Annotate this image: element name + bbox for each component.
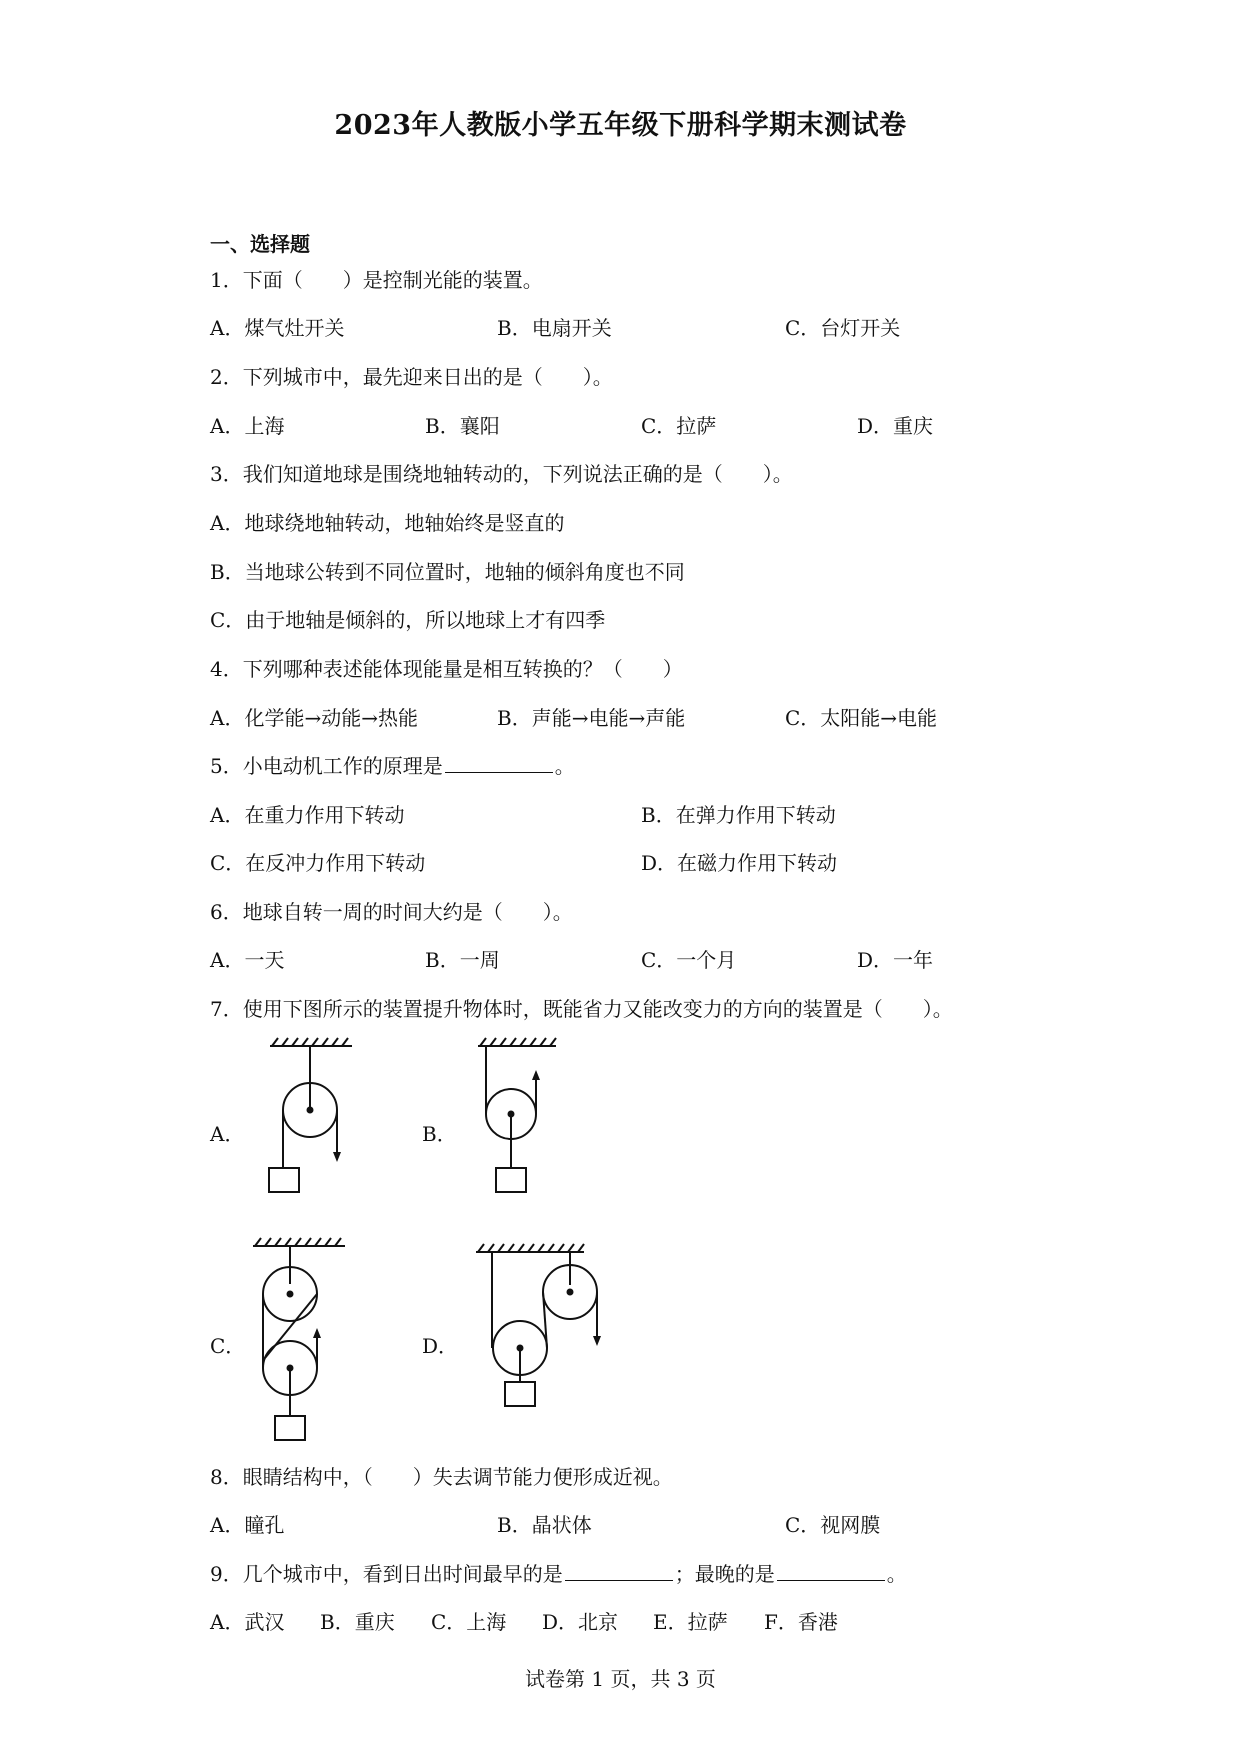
q9-earliest-blank[interactable]: [565, 1560, 673, 1581]
q2-option-d[interactable]: D．重庆: [857, 414, 934, 438]
pulley-diagram-b: [468, 1036, 568, 1202]
q5-stem-text: 5．小电动机工作的原理是: [210, 754, 443, 778]
q4-option-c[interactable]: C．太阳能→电能: [785, 706, 938, 730]
q9-option-e[interactable]: E．拉萨: [653, 1610, 728, 1634]
pulley-diagram-c: [245, 1236, 355, 1448]
q4-option-a[interactable]: A．化学能→动能→热能: [210, 706, 418, 730]
q5-option-b[interactable]: B．在弹力作用下转动: [641, 803, 836, 827]
q6-option-a[interactable]: A．一天: [210, 948, 285, 972]
q9-latest-blank[interactable]: [777, 1560, 885, 1581]
question-1-stem: 1．下面（ ）是控制光能的装置。: [210, 268, 543, 292]
q9-stem-end: 。: [886, 1562, 907, 1586]
page-footer: 试卷第 1 页，共 3 页: [525, 1667, 716, 1691]
q6-option-c[interactable]: C．一个月: [641, 948, 737, 972]
question-4-stem: 4．下列哪种表述能体现能量是相互转换的？（ ）: [210, 657, 683, 681]
q7-option-c[interactable]: C．: [210, 1334, 246, 1358]
q7-option-b[interactable]: B．: [422, 1122, 457, 1146]
q7-option-a[interactable]: A．: [210, 1122, 245, 1146]
q9-option-f[interactable]: F．香港: [764, 1610, 838, 1634]
q5-answer-blank[interactable]: [445, 752, 553, 773]
question-5-stem: [210, 752, 575, 780]
q3-option-b[interactable]: B．当地球公转到不同位置时，地轴的倾斜角度也不同: [210, 560, 685, 584]
q1-option-c[interactable]: C．台灯开关: [785, 316, 901, 340]
q8-option-a[interactable]: A．瞳孔: [210, 1513, 285, 1537]
q5-option-d[interactable]: D．在磁力作用下转动: [641, 851, 838, 875]
q1-option-b[interactable]: B．电扇开关: [497, 316, 612, 340]
q5-option-c[interactable]: C．在反冲力作用下转动: [210, 851, 426, 875]
q2-option-b[interactable]: B．襄阳: [425, 414, 500, 438]
question-2-stem: 2．下列城市中，最先迎来日出的是（ ）。: [210, 365, 613, 389]
q9-option-d[interactable]: D．北京: [542, 1610, 619, 1634]
question-9-stem: [210, 1560, 907, 1588]
question-6-stem: 6．地球自转一周的时间大约是（ ）。: [210, 900, 573, 924]
q9-option-a[interactable]: A．武汉: [210, 1610, 285, 1634]
q5-option-a[interactable]: A．在重力作用下转动: [210, 803, 405, 827]
q9-option-b[interactable]: B．重庆: [320, 1610, 395, 1634]
question-7-stem: 7．使用下图所示的装置提升物体时，既能省力又能改变力的方向的装置是（ ）。: [210, 997, 953, 1021]
pulley-diagram-a: [260, 1036, 360, 1202]
q8-option-c[interactable]: C．视网膜: [785, 1513, 881, 1537]
q2-option-a[interactable]: A．上海: [210, 414, 285, 438]
q9-stem-mid: ；最晚的是: [674, 1562, 775, 1586]
q7-option-d[interactable]: D．: [422, 1334, 459, 1358]
q8-option-b[interactable]: B．晶状体: [497, 1513, 592, 1537]
section-heading: 一、选择题: [210, 232, 310, 256]
q6-option-d[interactable]: D．一年: [857, 948, 934, 972]
page-title: 2023年人教版小学五年级下册科学期末测试卷: [334, 110, 907, 141]
q5-stem-end: 。: [554, 754, 575, 778]
q6-option-b[interactable]: B．一周: [425, 948, 500, 972]
q4-option-b[interactable]: B．声能→电能→声能: [497, 706, 686, 730]
q2-option-c[interactable]: C．拉萨: [641, 414, 717, 438]
pulley-diagram-d: [470, 1242, 610, 1418]
q9-stem-text: 9．几个城市中，看到日出时间最早的是: [210, 1562, 563, 1586]
question-8-stem: 8．眼睛结构中，（ ）失去调节能力便形成近视。: [210, 1465, 673, 1489]
q3-option-a[interactable]: A．地球绕地轴转动，地轴始终是竖直的: [210, 511, 565, 535]
q3-option-c[interactable]: C．由于地轴是倾斜的，所以地球上才有四季: [210, 608, 606, 632]
q9-option-c[interactable]: C．上海: [431, 1610, 507, 1634]
q1-option-a[interactable]: A．煤气灶开关: [210, 316, 345, 340]
question-3-stem: 3．我们知道地球是围绕地轴转动的，下列说法正确的是（ ）。: [210, 462, 793, 486]
